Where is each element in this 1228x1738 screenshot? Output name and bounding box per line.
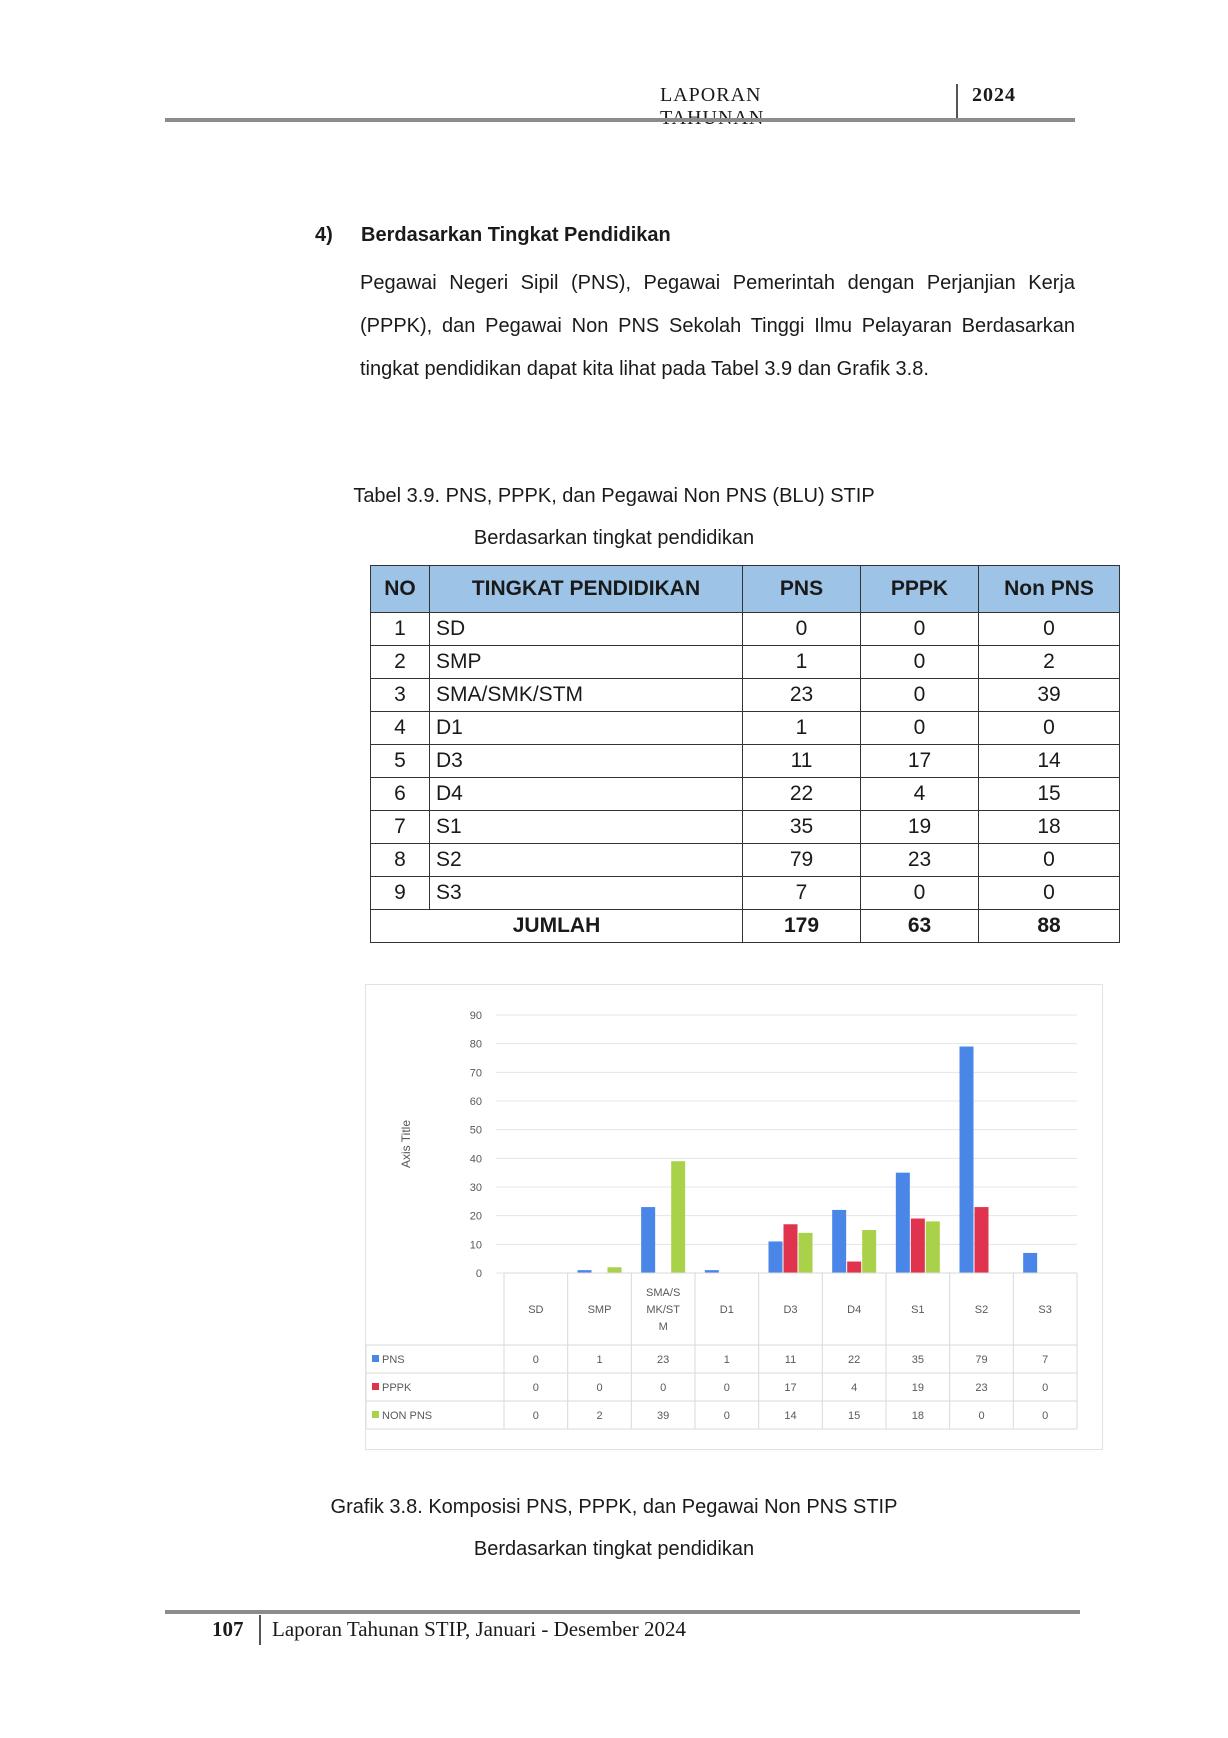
data-table-value: 22 <box>848 1354 861 1366</box>
x-tick-label: S2 <box>974 1304 989 1316</box>
table-caption-line2: Berdasarkan tingkat pendidikan <box>473 527 755 549</box>
cell-pns: 7 <box>743 877 861 910</box>
data-table-value: 0 <box>532 1382 539 1394</box>
header-title: LAPORAN <box>660 84 762 106</box>
cell-pns: 1 <box>743 646 861 679</box>
x-tick-label: MK/ST <box>646 1304 680 1316</box>
cell-no: 5 <box>371 745 430 778</box>
y-axis-title: Axis Title <box>399 1119 413 1169</box>
cell-no: 9 <box>371 877 430 910</box>
cell-pppk: 0 <box>861 877 979 910</box>
cell-pppk: 0 <box>861 613 979 646</box>
cell-no: 1 <box>371 613 430 646</box>
data-table-value: 15 <box>848 1410 861 1422</box>
table-row <box>371 811 1120 844</box>
table-row <box>371 745 1120 778</box>
bar-non-pns <box>862 1230 876 1273</box>
bar-pppk <box>911 1219 925 1273</box>
cell-no: 4 <box>371 712 430 745</box>
total-non-pns: 88 <box>979 910 1120 943</box>
header-non-pns: Non PNS <box>979 566 1120 613</box>
bar-non-pns <box>926 1221 940 1273</box>
legend-label: PPPK <box>382 1382 412 1394</box>
x-tick-label: SMA/S <box>646 1287 681 1299</box>
data-table-value: 2 <box>596 1410 603 1422</box>
cell-pppk: 4 <box>861 778 979 811</box>
table-row <box>371 877 1120 910</box>
table-total-row <box>371 910 1120 943</box>
header-pppk: PPPK <box>861 566 979 613</box>
data-table-value: 23 <box>657 1354 670 1366</box>
legend-key-pns <box>372 1355 379 1362</box>
x-tick-label: S3 <box>1038 1304 1052 1316</box>
y-tick-label: 80 <box>469 1038 482 1051</box>
footer-title: Laporan Tahunan STIP, Januari - Desember 2024 <box>272 1617 686 1641</box>
cell-pns: 79 <box>743 844 861 877</box>
cell-pns: 1 <box>743 712 861 745</box>
table-row <box>371 646 1120 679</box>
chart-caption <box>0 1486 1228 1570</box>
legend-key-non-pns <box>372 1411 379 1418</box>
bar-pns <box>641 1207 655 1273</box>
data-table-value: 11 <box>784 1354 797 1366</box>
cell-pns: 23 <box>743 679 861 712</box>
data-table-value: 1 <box>596 1354 603 1366</box>
cell-pns: 11 <box>743 745 861 778</box>
bar-pns <box>896 1173 910 1273</box>
x-tick-label: D3 <box>783 1304 798 1316</box>
data-table-value: 0 <box>723 1382 730 1394</box>
data-table-value: 0 <box>1042 1410 1049 1422</box>
header-year: 2024 <box>972 84 1016 106</box>
cell-pns: 22 <box>743 778 861 811</box>
data-table-value: 0 <box>978 1410 985 1422</box>
chart-caption-line2: Berdasarkan tingkat pendidikan <box>473 1538 755 1560</box>
data-table-value: 79 <box>975 1354 988 1366</box>
cell-non-pns: 0 <box>979 712 1120 745</box>
bar-pns <box>832 1210 846 1273</box>
cell-level: D1 <box>430 712 743 745</box>
x-tick-label: SMP <box>587 1304 612 1316</box>
section-number: 4) <box>315 224 333 246</box>
x-tick-label: SD <box>528 1304 544 1316</box>
header-tingkat-pendidikan: TINGKAT PENDIDIKAN <box>430 566 743 613</box>
section-paragraph: Pegawai Negeri Sipil (PNS), Pegawai Pemerintah dengan Perjanjian Kerja (PPPK), dan Pegawai Non PNS Sekolah Tinggi Ilmu Pelayaran Berdasarkan tingkat pendidikan dapat kita lihat pada Tabel 3.9 dan Grafik 3.8. <box>360 272 1075 380</box>
cell-level: D3 <box>430 745 743 778</box>
cell-level: SMA/SMK/STM <box>430 679 743 712</box>
header-pns: PNS <box>743 566 861 613</box>
data-table-value: 23 <box>975 1382 988 1394</box>
data-table-value: 4 <box>851 1382 858 1394</box>
y-tick-label: 90 <box>469 1010 482 1022</box>
table-row <box>371 613 1120 646</box>
cell-no: 7 <box>371 811 430 844</box>
y-tick-label: 60 <box>469 1096 482 1108</box>
data-table-value: 0 <box>532 1354 539 1366</box>
data-table-value: 7 <box>1042 1354 1049 1366</box>
bar-non-pns <box>799 1233 813 1273</box>
y-tick-label: 30 <box>469 1182 482 1194</box>
data-table-value: 0 <box>596 1382 603 1394</box>
bar-non-pns <box>671 1161 685 1273</box>
bar-non-pns <box>608 1267 622 1273</box>
total-pns: 179 <box>743 910 861 943</box>
cell-pppk: 23 <box>861 844 979 877</box>
section-heading <box>315 224 671 247</box>
cell-level: S2 <box>430 844 743 877</box>
header-rule <box>165 118 1075 122</box>
legend-key-pppk <box>372 1383 379 1390</box>
table-row <box>371 778 1120 811</box>
data-table-value: 39 <box>657 1410 670 1422</box>
cell-level: SMP <box>430 646 743 679</box>
x-tick-label: D4 <box>847 1304 862 1316</box>
cell-non-pns: 39 <box>979 679 1120 712</box>
cell-level: S3 <box>430 877 743 910</box>
bar-pppk <box>975 1207 989 1273</box>
page-number: 107 <box>212 1617 244 1641</box>
total-pppk: 63 <box>861 910 979 943</box>
cell-non-pns: 14 <box>979 745 1120 778</box>
cell-non-pns: 15 <box>979 778 1120 811</box>
bar-pns <box>1023 1253 1037 1273</box>
cell-pppk: 0 <box>861 679 979 712</box>
footer-separator <box>259 1615 261 1645</box>
cell-pppk: 0 <box>861 646 979 679</box>
bar-pppk <box>847 1262 861 1273</box>
y-tick-label: 50 <box>469 1124 482 1137</box>
cell-pppk: 19 <box>861 811 979 844</box>
table-row <box>371 712 1120 745</box>
footer-rule <box>165 1610 1080 1614</box>
cell-pppk: 0 <box>861 712 979 745</box>
data-table-value: 18 <box>911 1410 924 1422</box>
chart-caption-line1: Grafik 3.8. Komposisi PNS, PPPK, dan Pegawai Non PNS STIP <box>330 1496 898 1518</box>
cell-pppk: 17 <box>861 745 979 778</box>
cell-non-pns: 0 <box>979 844 1120 877</box>
section-title: Berdasarkan Tingkat Pendidikan <box>361 224 671 246</box>
bar-chart <box>366 985 1102 1449</box>
table-row <box>371 844 1120 877</box>
legend-label: NON PNS <box>382 1410 433 1422</box>
header-separator <box>956 84 958 122</box>
table-row <box>371 679 1120 712</box>
data-table-value: 17 <box>784 1382 797 1394</box>
cell-non-pns: 2 <box>979 646 1120 679</box>
data-table-value: 0 <box>660 1382 667 1394</box>
data-table-value: 0 <box>723 1410 730 1422</box>
cell-non-pns: 0 <box>979 877 1120 910</box>
cell-non-pns: 0 <box>979 613 1120 646</box>
y-tick-label: 0 <box>475 1268 482 1280</box>
data-table-value: 35 <box>911 1354 924 1366</box>
data-table-value: 14 <box>784 1410 797 1422</box>
header-no: NO <box>371 566 430 613</box>
data-table-value: 0 <box>532 1410 539 1422</box>
total-label: JUMLAH <box>371 910 743 943</box>
y-tick-label: 20 <box>469 1210 482 1223</box>
cell-level: SD <box>430 613 743 646</box>
cell-pns: 0 <box>743 613 861 646</box>
cell-no: 2 <box>371 646 430 679</box>
running-header <box>660 84 1016 114</box>
data-table-value: 1 <box>723 1354 730 1366</box>
education-table <box>370 565 1120 943</box>
data-table-value: 19 <box>911 1382 924 1394</box>
y-tick-label: 70 <box>469 1067 482 1080</box>
cell-pns: 35 <box>743 811 861 844</box>
cell-level: D4 <box>430 778 743 811</box>
y-tick-label: 10 <box>469 1239 482 1252</box>
table-caption-line1: Tabel 3.9. PNS, PPPK, dan Pegawai Non PNS (BLU) STIP <box>353 485 875 507</box>
y-tick-label: 40 <box>469 1153 482 1166</box>
legend-label: PNS <box>382 1354 405 1366</box>
table-header-row <box>371 566 1120 613</box>
x-tick-label: M <box>658 1321 668 1333</box>
cell-level: S1 <box>430 811 743 844</box>
x-tick-label: D1 <box>719 1304 734 1316</box>
bar-pppk <box>784 1224 798 1273</box>
bar-pns <box>960 1047 974 1273</box>
cell-non-pns: 18 <box>979 811 1120 844</box>
table-caption <box>0 475 1228 559</box>
x-tick-label: S1 <box>911 1304 925 1316</box>
cell-no: 3 <box>371 679 430 712</box>
cell-no: 6 <box>371 778 430 811</box>
cell-no: 8 <box>371 844 430 877</box>
data-table-value: 0 <box>1042 1382 1049 1394</box>
chart-frame <box>365 984 1103 1450</box>
bar-pns <box>769 1241 783 1273</box>
